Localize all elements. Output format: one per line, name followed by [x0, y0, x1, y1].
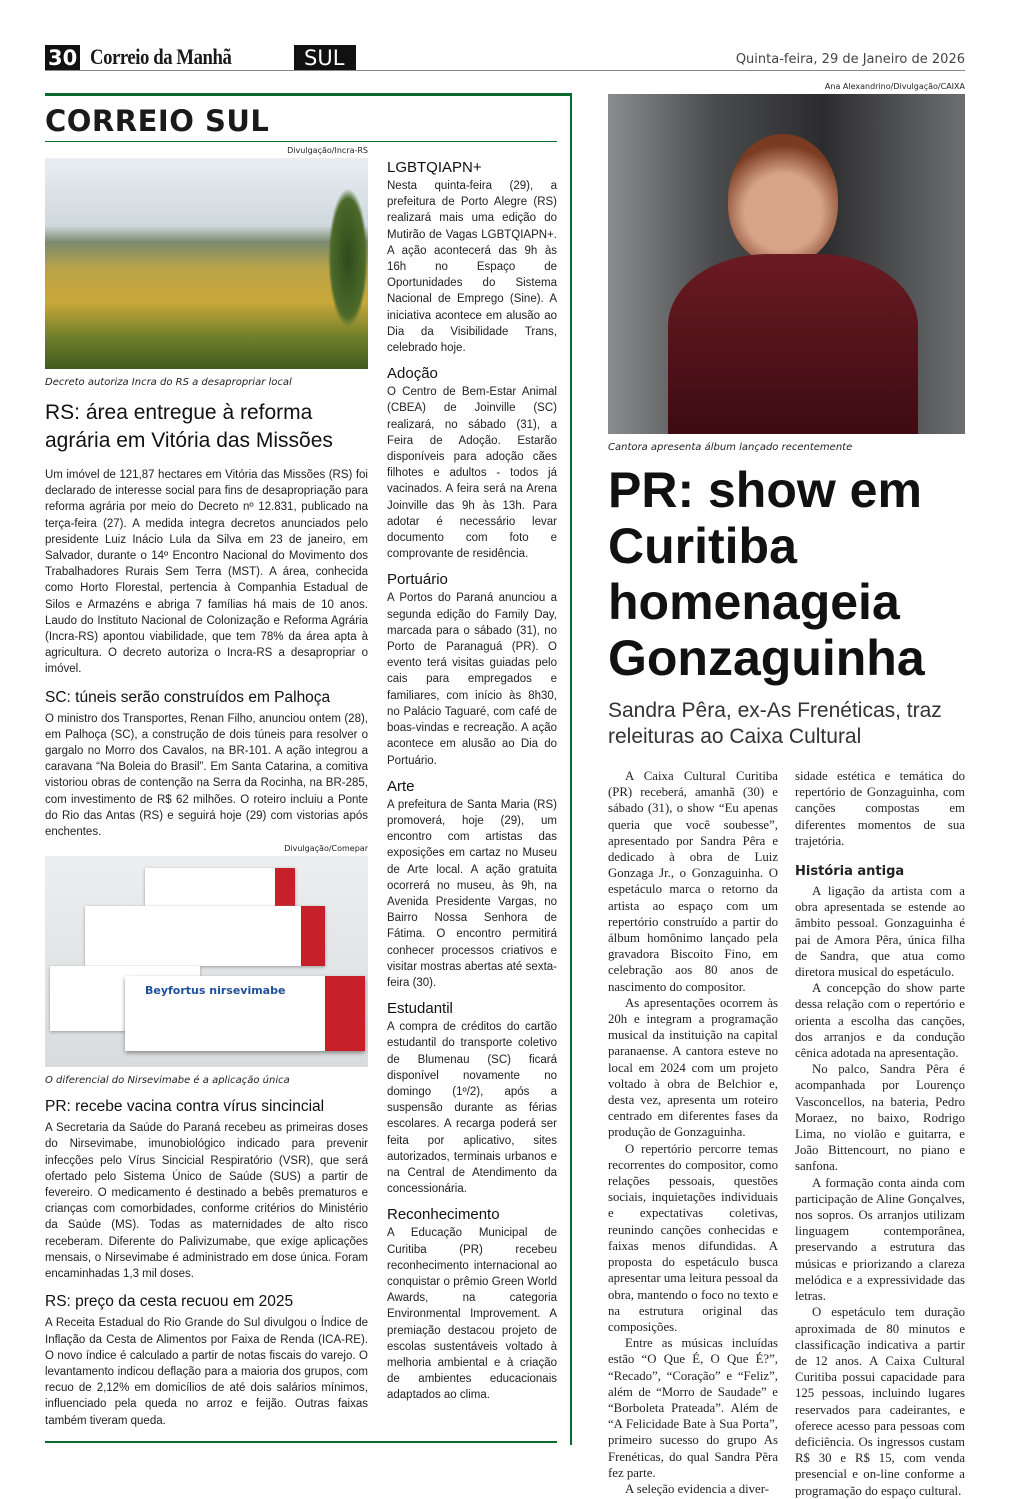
story-title: RS: área entregue à reforma agrária em Vitória das Missões — [45, 401, 333, 452]
paragraph: As apresentações ocorrem às 20h e integram a programação musical da instituição na capital paranaense. A cantora esteve no local em 2024 com um projeto voltado à obra de Belchior e, desta vez, apresenta um roteiro centrado em diferentes fases da produção de Gonzaguinha. — [608, 995, 778, 1140]
article-subhead: História antiga — [795, 864, 905, 880]
header-rule — [45, 70, 965, 71]
feature-article — [608, 82, 965, 1499]
article-body — [608, 768, 965, 1499]
section-label: SUL — [294, 45, 356, 71]
brief-body: O Centro de Bem-Estar Animal (CBEA) de Joinville (SC) realizará, no sábado (31), a Feira de Adoção. Estarão disponíveis para adoção cães filhotes e adultos - todos já vacinados. A feira será na Arena Joinville das 9h às 13h. Para adotar é necessário levar documento com foto e comprovante de residência. — [387, 386, 557, 561]
section-kicker: CORREIO SUL — [45, 104, 270, 138]
story-body: A Receita Estadual do Rio Grande do Sul divulgou o Índice de Inflação da Cesta de Alimentos por Faixa de Renda (ICA-RE). O novo índice é calculado a partir de notas fiscais do varejo. O levantamento indicou deflação para a maioria dos grupos, com recuo de 2,12% em domicílios de até dois salários mínimos, influenciado pela queda no arroz e feijão. Outras faixas também tiveram queda. — [45, 1317, 368, 1427]
brief-body: A Educação Municipal de Curitiba (PR) recebeu reconhecimento internacional ao conquistar o prêmio Green World Awards, na categoria Environmental Improvement. A premiação destacou projeto de escolas sustentáveis voltado à melhoria ambiental e à criação de ambientes educacionais adaptados ao clima. — [387, 1227, 557, 1402]
brief-body: A Portos do Paraná anunciou a segunda edição do Family Day, marcada para o sábado (31), no Porto de Paranaguá (PR). O evento terá visitas guiadas pelo cais para empregados e familiares, com início às 8h30, no Palácio Taguaré, com café de boas-vindas e recreação. A ação acontece em alusão ao Dia do Portuário. — [387, 592, 557, 767]
left-column — [45, 146, 368, 1429]
green-column-rule — [570, 93, 572, 1445]
brief-title: Portuário — [387, 571, 448, 589]
photo-credit: Ana Alexandrino/Divulgação/CAIXA — [824, 82, 965, 91]
page-number: 30 — [45, 45, 80, 71]
story-title: RS: preço da cesta recuou em 2025 — [45, 1293, 294, 1311]
article-column-1 — [608, 768, 778, 1499]
brief-title: Arte — [387, 777, 415, 795]
briefs-column — [387, 150, 557, 1406]
brief-title: Adoção — [387, 365, 438, 383]
brief-title: LGBTQIAPN+ — [387, 159, 482, 176]
paragraph: sidade estética e temática do repertório de Gonzaguinha, com canções compostas em diferentes momentos de sua trajetória. — [795, 769, 965, 848]
kicker-underline — [45, 141, 557, 142]
paragraph: O repertório percorre temas recorrentes do compositor, como relações pessoais, questões sociais, inquietações individuais e expectativas coletivas, reunindo canções conhecidas e faixas menos difundidas. A proposta do espetáculo busca apresentar uma leitura pessoal da obra, mantendo o foco no texto e na estrutura original das composições. — [608, 1141, 778, 1334]
story-title: SC: túneis serão construídos em Palhoça — [45, 688, 331, 706]
story-title: PR: recebe vacina contra vírus sincincial — [45, 1098, 325, 1116]
brief-body: A compra de créditos do cartão estudantil do transporte coletivo de Blumenau (SC) ficará disponível novamente no domingo (1º/2), após a suspensão durante as férias escolares. A recarga poderá ser feita por aplicativo, sites autorizados, terminais urbanos e na Central de Atendimento da concessionária. — [387, 1021, 557, 1196]
article-column-2 — [795, 768, 965, 1499]
brief-title: Reconhecimento — [387, 1206, 500, 1224]
paragraph: A seleção evidencia a diver- — [625, 1481, 769, 1496]
green-top-rule — [45, 93, 572, 96]
brief-title: Estudantil — [387, 1000, 453, 1018]
paragraph: No palco, Sandra Pêra é acompanhada por Lourenço Vasconcellos, na bateria, Pedro Moraez, no baixo, Rodrigo Lima, no violão e guitarra, e João Bittencourt, no piano e sanfona. — [795, 1062, 965, 1174]
photo-credit: Divulgação/Comepar — [284, 844, 368, 854]
paragraph: A formação conta ainda com participação de Aline Gonçalves, nos sopros. Os arranjos utilizam linguagem contemporânea, preservando a estrutura das músicas e priorizando a clareza melódica e a expressividade das letras. — [795, 1175, 965, 1304]
singer-photo — [608, 94, 965, 434]
paragraph: Entre as músicas incluídas estão “O Que É, O Que É?”, “Recado”, “Coração” e “Feliz”, além de “Morro de Saudade” e “Borboleta Prateada”. Além de “A Felicidade Bate à Sua Porta”, primeiro sucesso do grupo As Frenéticas, do qual Sandra Pêra fez parte. — [608, 1336, 778, 1480]
paragraph: A Caixa Cultural Curitiba (PR) receberá, amanhã (30) e sábado (31), o show “Eu apenas queria que você soubesse”, apresentado por Sandra Pêra e dedicado à obra de Luiz Gonzaga Jr., o Gonzaguinha. O espetáculo marca o retorno da artista ao espaço com um repertório construído a partir do álbum homônimo lançado pela gravadora Biscoito Fino, em celebração aos 80 anos de nascimento do compositor. — [608, 769, 778, 994]
story-body: A Secretaria da Saúde do Paraná recebeu as primeiras doses do Nirsevimabe, imunobiológico indicado para prevenir infecções pelo Vírus Sincicial Respiratório (VSR), que será ofertado pelo Sistema Único de Saúde (SUS) a partir de fevereiro. O medicamento é destinado a bebês prematuros e crianças com comorbidades, conforme critérios do Ministério da Saúde (MS). Todas as maternidades de alto risco receberam. Diferente do Palivizumabe, que exige aplicações mensais, o Nirsevimabe é administrado em dose única. Foram encaminhadas 1,3 mil doses. — [45, 1122, 368, 1281]
photo-caption: Cantora apresenta álbum lançado recentemente — [608, 442, 853, 453]
brief-body: Nesta quinta-feira (29), a prefeitura de Porto Alegre (RS) realizará mais uma edição do Mutirão de Vagas LGBTQIAPN+. A ação acontecerá das 9h às 16h no Espaço de Oportunidades do Sistema Nacional de Emprego (Sine). A iniciativa acontece em alusão ao Dia da Visibilidade Trans, celebrado hoje. — [387, 180, 557, 355]
photo-caption: O diferencial do Nirsevimabe é a aplicação única — [45, 1075, 290, 1087]
bottom-rule — [45, 1441, 557, 1443]
photo-caption: Decreto autoriza Incra do RS a desapropriar local — [45, 377, 292, 388]
story-body: O ministro dos Transportes, Renan Filho, anunciou ontem (28), em Palhoça (SC), a construção de dois túneis para resolver o gargalo no Morro dos Cavalos, na BR-101. A ação integrou a caravana “Na Boleia do Brasil”. Em Santa Catarina, a comitiva vistoriou obras de contenção na Serra da Rocinha, na BR-285, com investimento de R$ 62 milhões. O roteiro incluiu a Ponte do Rio das Antas (RS) e seguirá hoje (29) com vistorias após enchentes. — [45, 712, 368, 839]
masthead-logo: Correio da Manhã — [90, 44, 232, 69]
brief-body: A prefeitura de Santa Maria (RS) promoverá, hoje (29), um encontro com artistas das exposições em cartaz no Museu de Arte local. A ação gratuita ocorrerá no museu, às 9h, na Avenida Presidente Vargas, no Bairro Nossa Senhora de Fátima. O encontro permitirá conhecer processos criativos e visitar mostras abertas até sexta-feira (30). — [387, 798, 557, 989]
story-body: Um imóvel de 121,87 hectares em Vitória das Missões (RS) foi declarado de interesse social para fins de desapropriação para reforma agrária por meio do Decreto nº 12.831, publicado na terça-feira (27). A medida integra decretos anunciados pelo presidente Luiz Inácio Lula da Silva em 23 de janeiro, em Salvador, durante o 14º Encontro Nacional do Movimento dos Trabalhadores Rurais Sem Terra (MST). A área, conhecida como Horto Florestal, pertencia à Companhia Estadual de Silos e Armazéns e abriga 7 famílias há mais de 10 anos. Laudo do Instituto Nacional de Colonização e Reforma Agrária (Incra-RS) apontou viabilidade, que tem 78% da área apta à agricultura. O decreto autoriza o Incra-RS a desapropriar o imóvel. — [45, 469, 368, 676]
paragraph: A ligação da artista com a obra apresentada se estende ao âmbito pessoal. Gonzaguinha é pai de Amora Pêra, única filha de Sandra, que atua como diretora musical do espetáculo. — [795, 884, 965, 980]
issue-date: Quinta-feira, 29 de Janeiro de 2026 — [735, 52, 965, 67]
product-label: Beyfortus nirsevimabe — [145, 984, 286, 998]
photo-credit: Divulgação/Incra-RS — [287, 146, 368, 155]
main-headline: PR: show em Curitiba homenageia Gonzaguinha — [608, 462, 925, 686]
paragraph: O espetáculo tem duração aproximada de 80 minutos e classificação indicativa a partir de 12 anos. A Caixa Cultural Curitiba possui capacidade para 125 pessoas, incluindo lugares reservados para cadeirantes, e oferece acesso para pessoas com deficiência. Os ingressos custam R$ 30 e R$ 15, com venda presencial e on-line conforme a programação do espaço cultural. — [795, 1305, 965, 1498]
subheadline: Sandra Pêra, ex-As Frenéticas, traz releituras ao Caixa Cultural — [608, 699, 942, 748]
vaccine-photo — [45, 856, 368, 1067]
field-photo — [45, 158, 368, 369]
paragraph: A concepção do show parte dessa relação com o repertório e orienta a escolha das canções, dos arranjos e da condução cênica adotada na apresentação. — [795, 981, 965, 1061]
